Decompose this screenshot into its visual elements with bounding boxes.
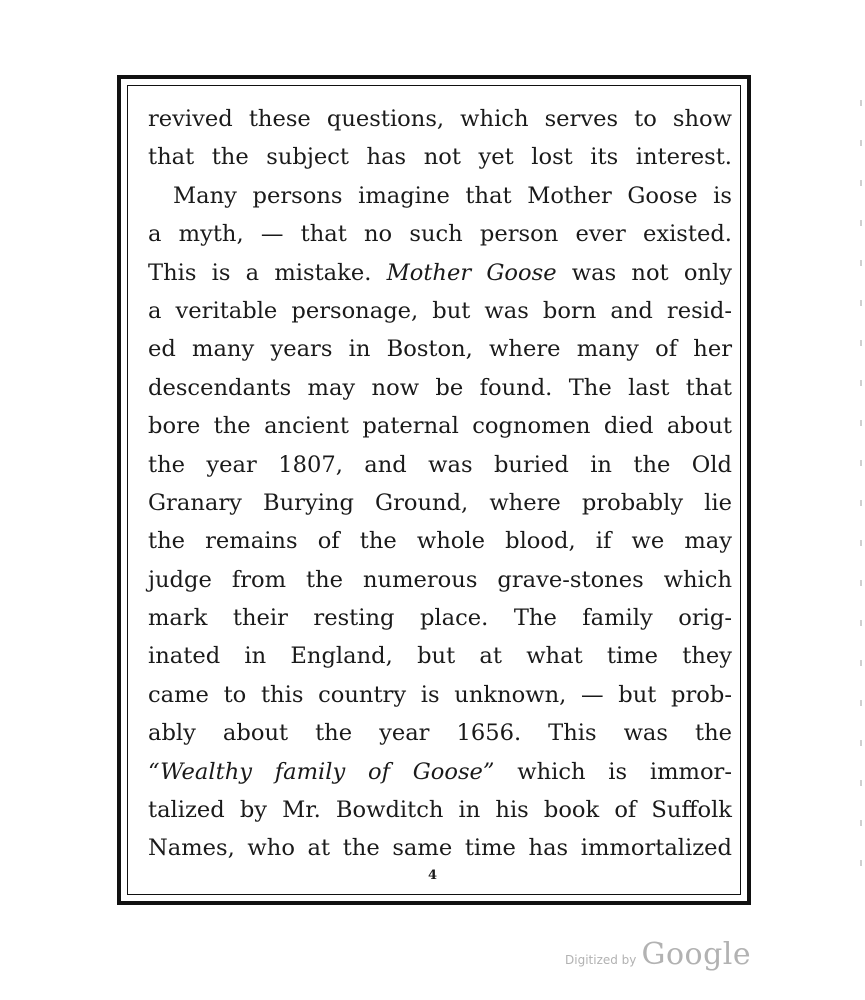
text-line: mark their resting place. The family orig- bbox=[148, 605, 732, 632]
text-segment: which is immor- bbox=[517, 758, 732, 785]
text-line: the year 1807, and was buried in the Old bbox=[148, 451, 732, 478]
text-line: a myth, — that no such person ever existed. bbox=[148, 221, 732, 248]
text-segment: This is a mistake. bbox=[148, 259, 372, 286]
text-line bbox=[148, 753, 732, 791]
text-line: ably about the year 1656. This was the bbox=[148, 720, 732, 747]
text-line: that the subject has not yet lost its interest. bbox=[148, 144, 732, 171]
text-line: a veritable personage, but was born and resid- bbox=[148, 297, 732, 324]
page-edge-marks bbox=[860, 100, 862, 870]
text-line: Many persons imagine that Mother Goose is bbox=[173, 182, 732, 209]
text-line: the remains of the whole blood, if we may bbox=[148, 528, 732, 555]
text-segment: was not only bbox=[571, 259, 732, 286]
digitized-watermark bbox=[565, 937, 751, 972]
watermark-prefix: Digitized by bbox=[565, 953, 637, 967]
body-text bbox=[148, 100, 732, 868]
text-line: inated in England, but at what time they bbox=[148, 643, 732, 670]
italic-title: Mother Goose bbox=[386, 259, 557, 286]
text-line: judge from the numerous grave-stones which bbox=[148, 566, 732, 593]
text-line: revived these questions, which serves to show bbox=[148, 106, 732, 132]
text-line: descendants may now be found. The last that bbox=[148, 374, 732, 401]
text-line: Names, who at the same time has immortalized bbox=[148, 835, 732, 862]
text-line: talized by Mr. Bowditch in his book of Suffolk bbox=[148, 797, 732, 824]
google-logo: Google bbox=[641, 937, 752, 972]
page-number: 4 bbox=[427, 868, 438, 883]
text-line: ed many years in Boston, where many of her bbox=[148, 336, 732, 363]
text-line: Granary Burying Ground, where probably lie bbox=[148, 489, 732, 516]
text-line: bore the ancient paternal cognomen died about bbox=[148, 413, 732, 440]
text-line bbox=[148, 254, 732, 292]
italic-quote: “Wealthy family of Goose” bbox=[148, 758, 495, 785]
text-line: came to this country is unknown, — but prob- bbox=[148, 681, 732, 708]
